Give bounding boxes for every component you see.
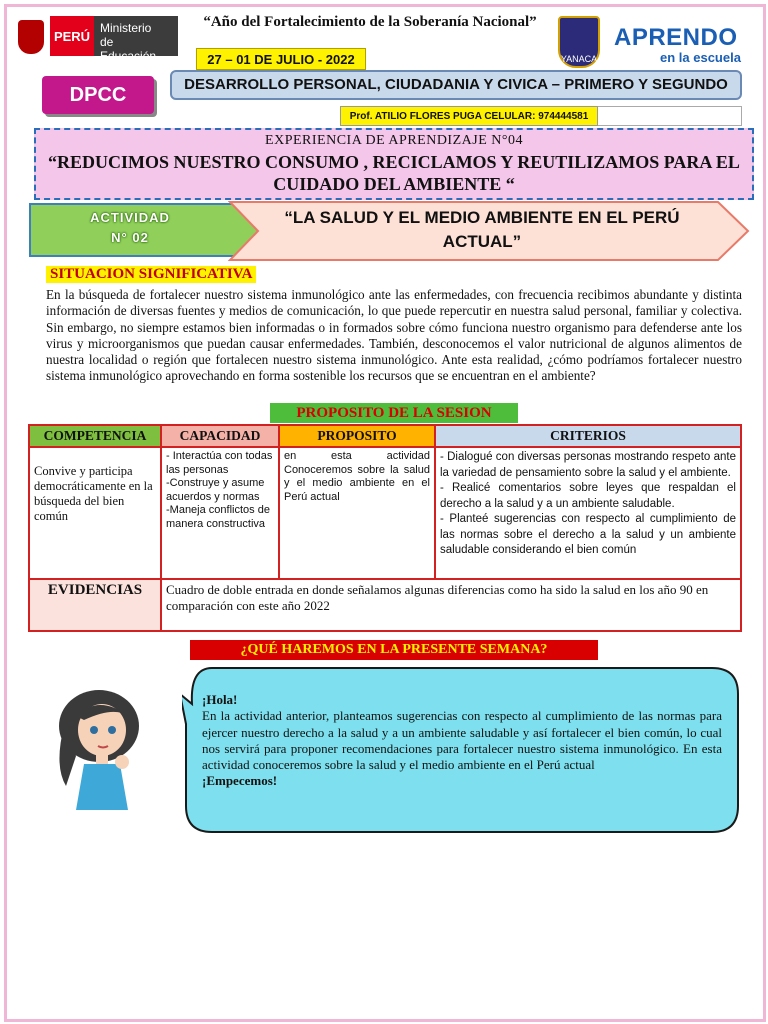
situation-text: En la búsqueda de fortalecer nuestro sistema inmunológico ante las enfermedades, con frecuencia recibimos abundante y distinta información de diversas fuentes y medios de comunicación, lo que puede repercutir en nuestra salud personal, familiar y colectiva. Sin embargo, no siempre estamos bien informadas o in formados sobre cómo funciona nuestro organismo para defenderse ante los virus y microorganismos que puedan causar enfermedades. También, desconocemos el valor nutricional de algunos alimentos de nuestra localidad o región que fortalecen nuestro sistema inmunológico. Ante esta realidad, ¿cómo podríamos fortalecer nuestro sistema inmunológico aprovechando en forma sostenible los recursos que se encuentran en el ambiente? (46, 287, 742, 384)
experience-title: “REDUCIMOS NUESTRO CONSUMO , RECICLAMOS Y REUTILIZAMOS PARA EL CUIDADO DEL AMBIENTE “ (48, 152, 740, 194)
criterio-item: - Planteé sugerencias con respecto al cumplimiento de las normas sobre el derecho a la salud y un ambiente saludable considerando el bien común (440, 513, 736, 556)
teacher-info-tail (598, 106, 742, 126)
criterios-cell (435, 447, 741, 579)
week-heading: ¿QUÉ HAREMOS EN LA PRESENTE SEMANA? (190, 640, 598, 660)
capacidad-cell (161, 447, 279, 579)
school-crest-icon: YANACA (558, 16, 600, 68)
ministerio-line2: de Educación (100, 35, 157, 63)
competencia-cell: Convive y participa democráticamente en la búsqueda del bien común (29, 447, 161, 579)
activity-title: “LA SALUD Y EL MEDIO AMBIENTE EN EL PERÚ ACTUAL” (284, 208, 680, 251)
peru-coat-of-arms-icon (18, 20, 44, 54)
evidence-label: EVIDENCIAS (29, 579, 161, 631)
proposito-cell: en esta actividad Conoceremos sobre la salud y el medio ambiente en el Perú actual (279, 447, 435, 579)
activity-label-line1: ACTIVIDAD (90, 210, 170, 225)
criterio-item: - Realicé comentarios sobre leyes que respaldan el derecho a la salud y a un ambiente saludable. (440, 482, 736, 510)
bubble-text (202, 692, 722, 790)
header-competencia: COMPETENCIA (29, 425, 161, 447)
evidence-text: Cuadro de doble entrada en donde señalamos algunas diferencias como ha sido la salud en los año 90 en comparación con este año 2022 (161, 579, 741, 631)
header-proposito: PROPOSITO (279, 425, 435, 447)
girl-character-icon (44, 686, 154, 816)
ministerio-line1: Ministerio (100, 21, 152, 35)
capacidad-item: -Maneja conflictos de manera constructiva (166, 504, 270, 530)
aprendo-title: APRENDO (614, 24, 738, 51)
purpose-heading: PROPOSITO DE LA SESION (270, 403, 518, 423)
situation-heading: SITUACION SIGNIFICATIVA (46, 266, 256, 283)
aprendo-subtitle: en la escuela (660, 50, 741, 65)
course-title: DESARROLLO PERSONAL, CIUDADANIA Y CIVICA – PRIMERO Y SEGUNDO (170, 70, 742, 100)
ministerio-logo (94, 16, 178, 63)
area-badge: DPCC (42, 76, 154, 114)
peru-logo: PERÚ (50, 16, 94, 56)
date-badge: 27 – 01 DE JULIO - 2022 (196, 48, 366, 70)
criterio-item: - Dialogué con diversas personas mostrando respeto ante la variedad de pensamiento sobre la salud y el ambiente. (440, 451, 736, 479)
table-header-row (29, 425, 741, 447)
evidence-row (29, 579, 741, 631)
activity-label-line2: N° 02 (111, 230, 149, 245)
teacher-info: Prof. ATILIO FLORES PUGA CELULAR: 974444581 (340, 106, 598, 126)
experience-number: EXPERIENCIA DE APRENDIZAJE N°04 (265, 133, 523, 148)
capacidad-item: - Interactúa con todas las personas (166, 450, 273, 476)
bubble-body: En la actividad anterior, planteamos sugerencias con respecto al cumplimiento de las normas para ejercer nuestro derecho a la salud y a un ambiente saludable y así fortalecer el bien común, lo cual nos servirá para proponer recomendaciones para fortalecer nuestro sistema inmunológico. En esta actividad conoceremos sobre la salud y el medio ambiente en el Perú actual (202, 708, 722, 773)
table-row (29, 447, 741, 579)
bubble-greeting: ¡Hola! (202, 692, 238, 707)
activity-label (40, 208, 220, 248)
capacidad-item: -Construye y asume acuerdos y normas (166, 477, 265, 503)
bubble-closing: ¡Empecemos! (202, 773, 278, 789)
header-capacidad: CAPACIDAD (161, 425, 279, 447)
header-criterios: CRITERIOS (435, 425, 741, 447)
purpose-table (28, 424, 742, 632)
year-title: “Año del Fortalecimiento de la Soberanía Nacional” (203, 14, 537, 30)
